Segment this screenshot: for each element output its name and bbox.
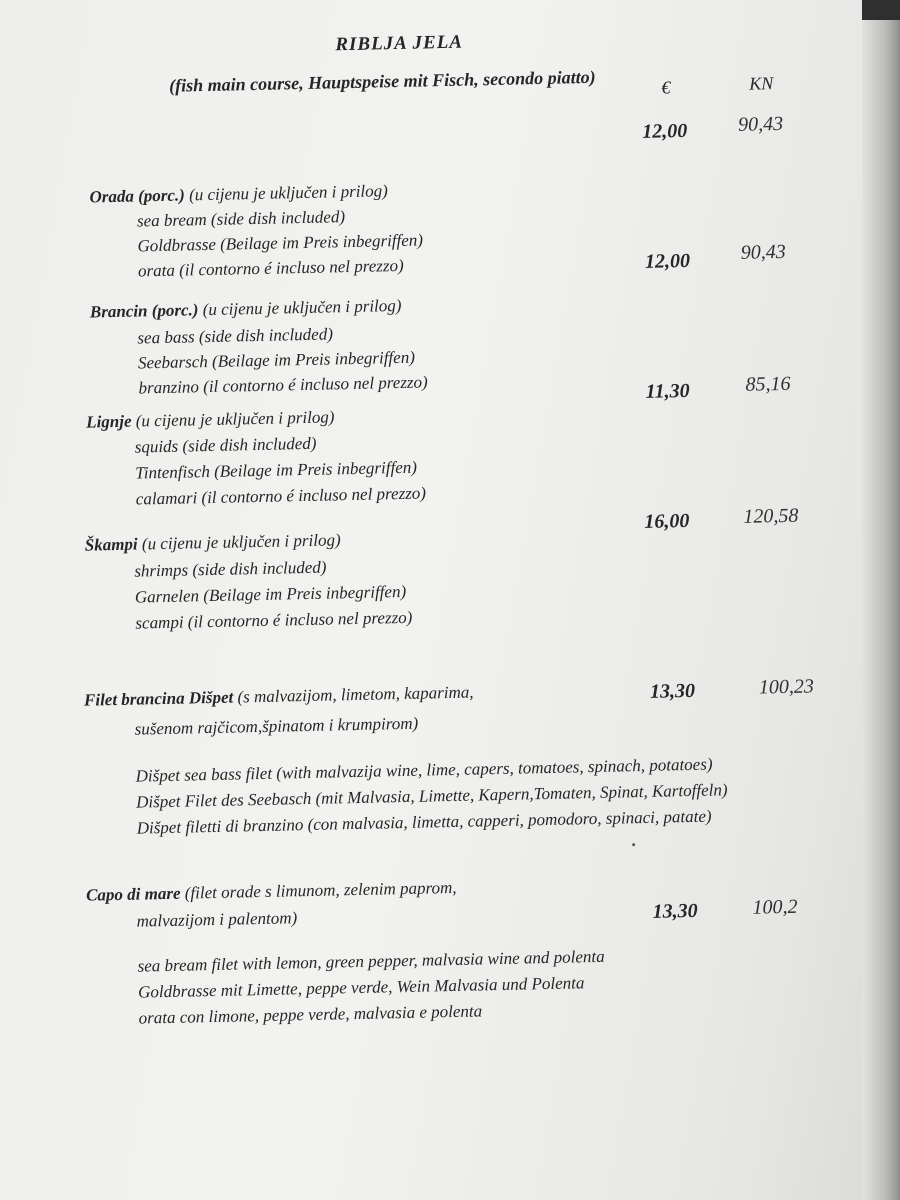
translation-line: Garnelen (Beilage im Preis inbegriffen)	[134, 581, 407, 607]
translation-line: calamari (il contorno é incluso nel prezzo)	[135, 483, 427, 509]
translation-line: Dišpet Filet des Seebasch (mit Malvasia, Limette, Kapern,Tomaten, Spinat, Kartoffeln)	[135, 780, 728, 812]
menu-subtitle: (fish main course, Hauptspeise mit Fisch, secondo piatto)	[168, 66, 596, 96]
menu-item-heading	[86, 407, 335, 432]
translation-line: shrimps (side dish included)	[134, 557, 327, 581]
translation-line: Dišpet sea bass filet (with malvazija wine, lime, capers, tomatoes, spinach, potatoes)	[135, 754, 713, 786]
translation-line: scampi (il contorno é incluso nel prezzo)	[135, 607, 413, 633]
price-kn: 85,16	[745, 372, 791, 396]
item-name: Capo di mare	[85, 883, 181, 905]
item-name: Filet brancina Dišpet	[83, 687, 234, 710]
translation-line: orata con limone, peppe verde, malvasia e polenta	[138, 1001, 483, 1028]
item-name: Brancin (porc.)	[89, 300, 199, 322]
price-eur: 16,00	[644, 509, 690, 533]
currency-kn-header: KN	[749, 73, 774, 94]
translation-line: branzino (il contorno é incluso nel prezzo)	[138, 372, 428, 398]
item-description-continued: malvazijom i palentom)	[136, 908, 298, 931]
menu-title: RIBLJA JELA	[335, 31, 464, 56]
item-name: Lignje	[85, 411, 132, 432]
item-name: Škampi	[84, 534, 138, 555]
translation-line: Goldbrasse (Beilage im Preis inbegriffen)	[137, 230, 424, 256]
price-kn: 100,2	[752, 895, 798, 919]
menu-item-heading	[85, 530, 341, 555]
price-kn: 120,58	[743, 504, 799, 528]
translation-line: Dišpet filetti di branzino (con malvasia, limetta, capperi, pomodoro, spinaci, patate)	[136, 806, 712, 838]
item-description: (filet orade s limunom, zelenim paprom,	[180, 877, 457, 903]
item-name: Orada (porc.)	[89, 185, 186, 207]
price-eur: 12,00	[644, 249, 691, 273]
price-kn: 90,43	[737, 112, 784, 136]
translation-line: Tintenfisch (Beilage im Preis inbegriffen)	[135, 457, 418, 483]
item-description: (u cijenu je uključen i prilog)	[198, 295, 402, 320]
item-description: (s malvazijom, limetom, kaparima,	[233, 682, 474, 707]
paper-speck	[632, 843, 635, 846]
translation-line: Goldbrasse mit Limette, peppe verde, Wein Malvasia und Polenta	[137, 973, 585, 1002]
price-kn: 100,23	[758, 675, 815, 699]
item-description: (u cijenu je uključen i prilog)	[137, 530, 341, 554]
menu-item-heading	[89, 181, 388, 207]
translation-line: sea bream filet with lemon, green pepper, malvasia wine and polenta	[137, 946, 605, 976]
currency-eur-header: €	[661, 77, 671, 98]
item-description-continued: sušenom rajčicom,špinatom i krumpirom)	[134, 713, 419, 739]
menu-item-heading	[84, 683, 474, 711]
menu-item-heading	[86, 878, 457, 906]
item-description: (u cijenu je uključen i prilog)	[131, 407, 335, 431]
item-description: (u cijenu je uključen i prilog)	[184, 181, 389, 205]
translation-line: sea bass (side dish included)	[137, 324, 334, 348]
price-eur: 13,30	[652, 899, 698, 923]
translation-line: Seebarsch (Beilage im Preis inbegriffen)	[137, 347, 416, 373]
price-eur: 12,00	[642, 119, 688, 143]
menu-item-heading	[90, 296, 402, 323]
translation-line: sea bream (side dish included)	[136, 207, 346, 231]
price-eur: 13,30	[649, 679, 696, 703]
translation-line: orata (il contorno é incluso nel prezzo)	[137, 255, 404, 281]
translation-line: squids (side dish included)	[134, 433, 317, 457]
price-eur: 11,30	[645, 379, 690, 403]
price-kn: 90,43	[740, 240, 787, 264]
